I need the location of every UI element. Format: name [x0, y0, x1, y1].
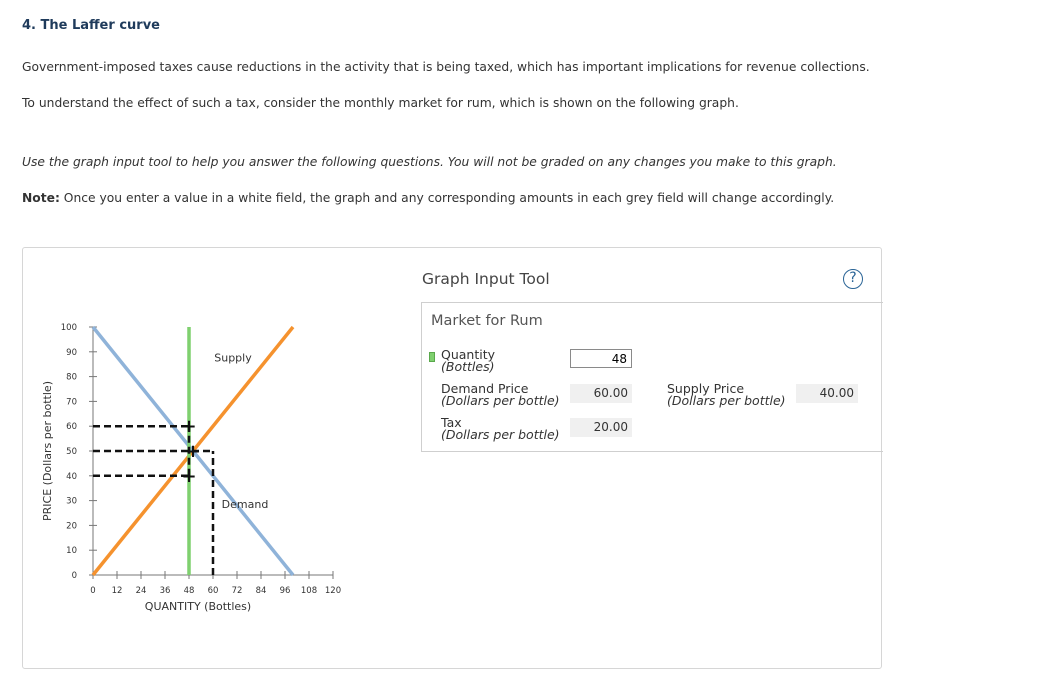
- tax-value: 20.00: [570, 418, 632, 437]
- help-icon[interactable]: ?: [843, 269, 863, 289]
- market-for-rum-box: [421, 302, 883, 452]
- y-tick-label: 40: [66, 471, 77, 482]
- y-tick-label: 100: [60, 323, 77, 333]
- supply-price-label-text: Supply Price: [667, 381, 745, 396]
- quantity-input[interactable]: [570, 349, 632, 368]
- supply-price-value: 40.00: [796, 384, 858, 403]
- x-tick-label: 36: [159, 586, 171, 596]
- x-tick-label: 48: [183, 586, 195, 596]
- point-marker: +: [185, 441, 201, 462]
- instruction-paragraph: Use the graph input tool to help you answer the following questions. You will not be graded on any changes you make to this graph.: [22, 155, 837, 169]
- market-title: Market for Rum: [431, 313, 543, 329]
- y-axis-label: PRICE (Dollars per bottle): [41, 381, 54, 521]
- demand-label: Demand: [221, 498, 269, 512]
- quantity-unit: (Bottles): [441, 359, 495, 374]
- supply-price-label: [667, 383, 786, 407]
- note-paragraph: [22, 191, 834, 205]
- y-tick-label: 20: [66, 521, 77, 532]
- demand-price-label: [441, 383, 560, 407]
- supply-demand-graph[interactable]: [23, 248, 423, 668]
- x-tick-label: 108: [300, 586, 318, 596]
- question-heading: 4. The Laffer curve: [22, 18, 160, 33]
- point-marker: +: [181, 416, 197, 438]
- y-tick-label: 70: [66, 397, 77, 408]
- demand-price-unit: (Dollars per bottle): [441, 393, 560, 408]
- demand-price-value: 60.00: [570, 384, 632, 403]
- quantity-label: [441, 349, 495, 373]
- supply-label: Supply: [214, 351, 252, 365]
- supply-price-unit: (Dollars per bottle): [667, 393, 786, 408]
- demand-price-label-text: Demand Price: [441, 381, 529, 396]
- graph-input-tool-title: Graph Input Tool: [422, 270, 550, 288]
- tax-label: [441, 417, 560, 441]
- x-axis-label: QUANTITY (Bottles): [144, 600, 252, 613]
- y-tick-label: 90: [66, 347, 77, 358]
- graph-panel: [22, 247, 882, 669]
- quantity-swatch: [429, 352, 435, 362]
- y-tick-label: 10: [66, 546, 77, 557]
- tax-label-text: Tax: [441, 415, 462, 430]
- x-tick-label: 120: [324, 586, 342, 596]
- point-marker: +: [181, 465, 197, 487]
- x-tick-label: 84: [255, 586, 267, 596]
- note-label: Note:: [22, 191, 60, 205]
- context-paragraph: To understand the effect of such a tax, consider the monthly market for rum, which is shown on the following graph.: [22, 96, 739, 110]
- x-tick-label: 96: [279, 586, 291, 596]
- x-tick-label: 72: [231, 586, 243, 596]
- y-tick-label: 30: [66, 496, 77, 507]
- y-tick-label: 60: [66, 422, 77, 433]
- intro-paragraph: Government-imposed taxes cause reductions in the activity that is being taxed, which has important implications for revenue collections.: [22, 60, 870, 74]
- x-tick-label: 0: [90, 586, 96, 596]
- y-tick-label: 50: [66, 447, 77, 457]
- x-tick-label: 60: [207, 586, 219, 596]
- y-tick-label: 80: [66, 372, 77, 383]
- quantity-label-text: Quantity: [441, 347, 496, 362]
- y-tick-label: 0: [71, 571, 77, 581]
- x-tick-label: 12: [111, 586, 123, 596]
- note-text: Once you enter a value in a white field, the graph and any corresponding amounts in each grey field will change accordingly.: [59, 191, 835, 205]
- x-tick-label: 24: [135, 586, 147, 596]
- tax-unit: (Dollars per bottle): [441, 427, 560, 442]
